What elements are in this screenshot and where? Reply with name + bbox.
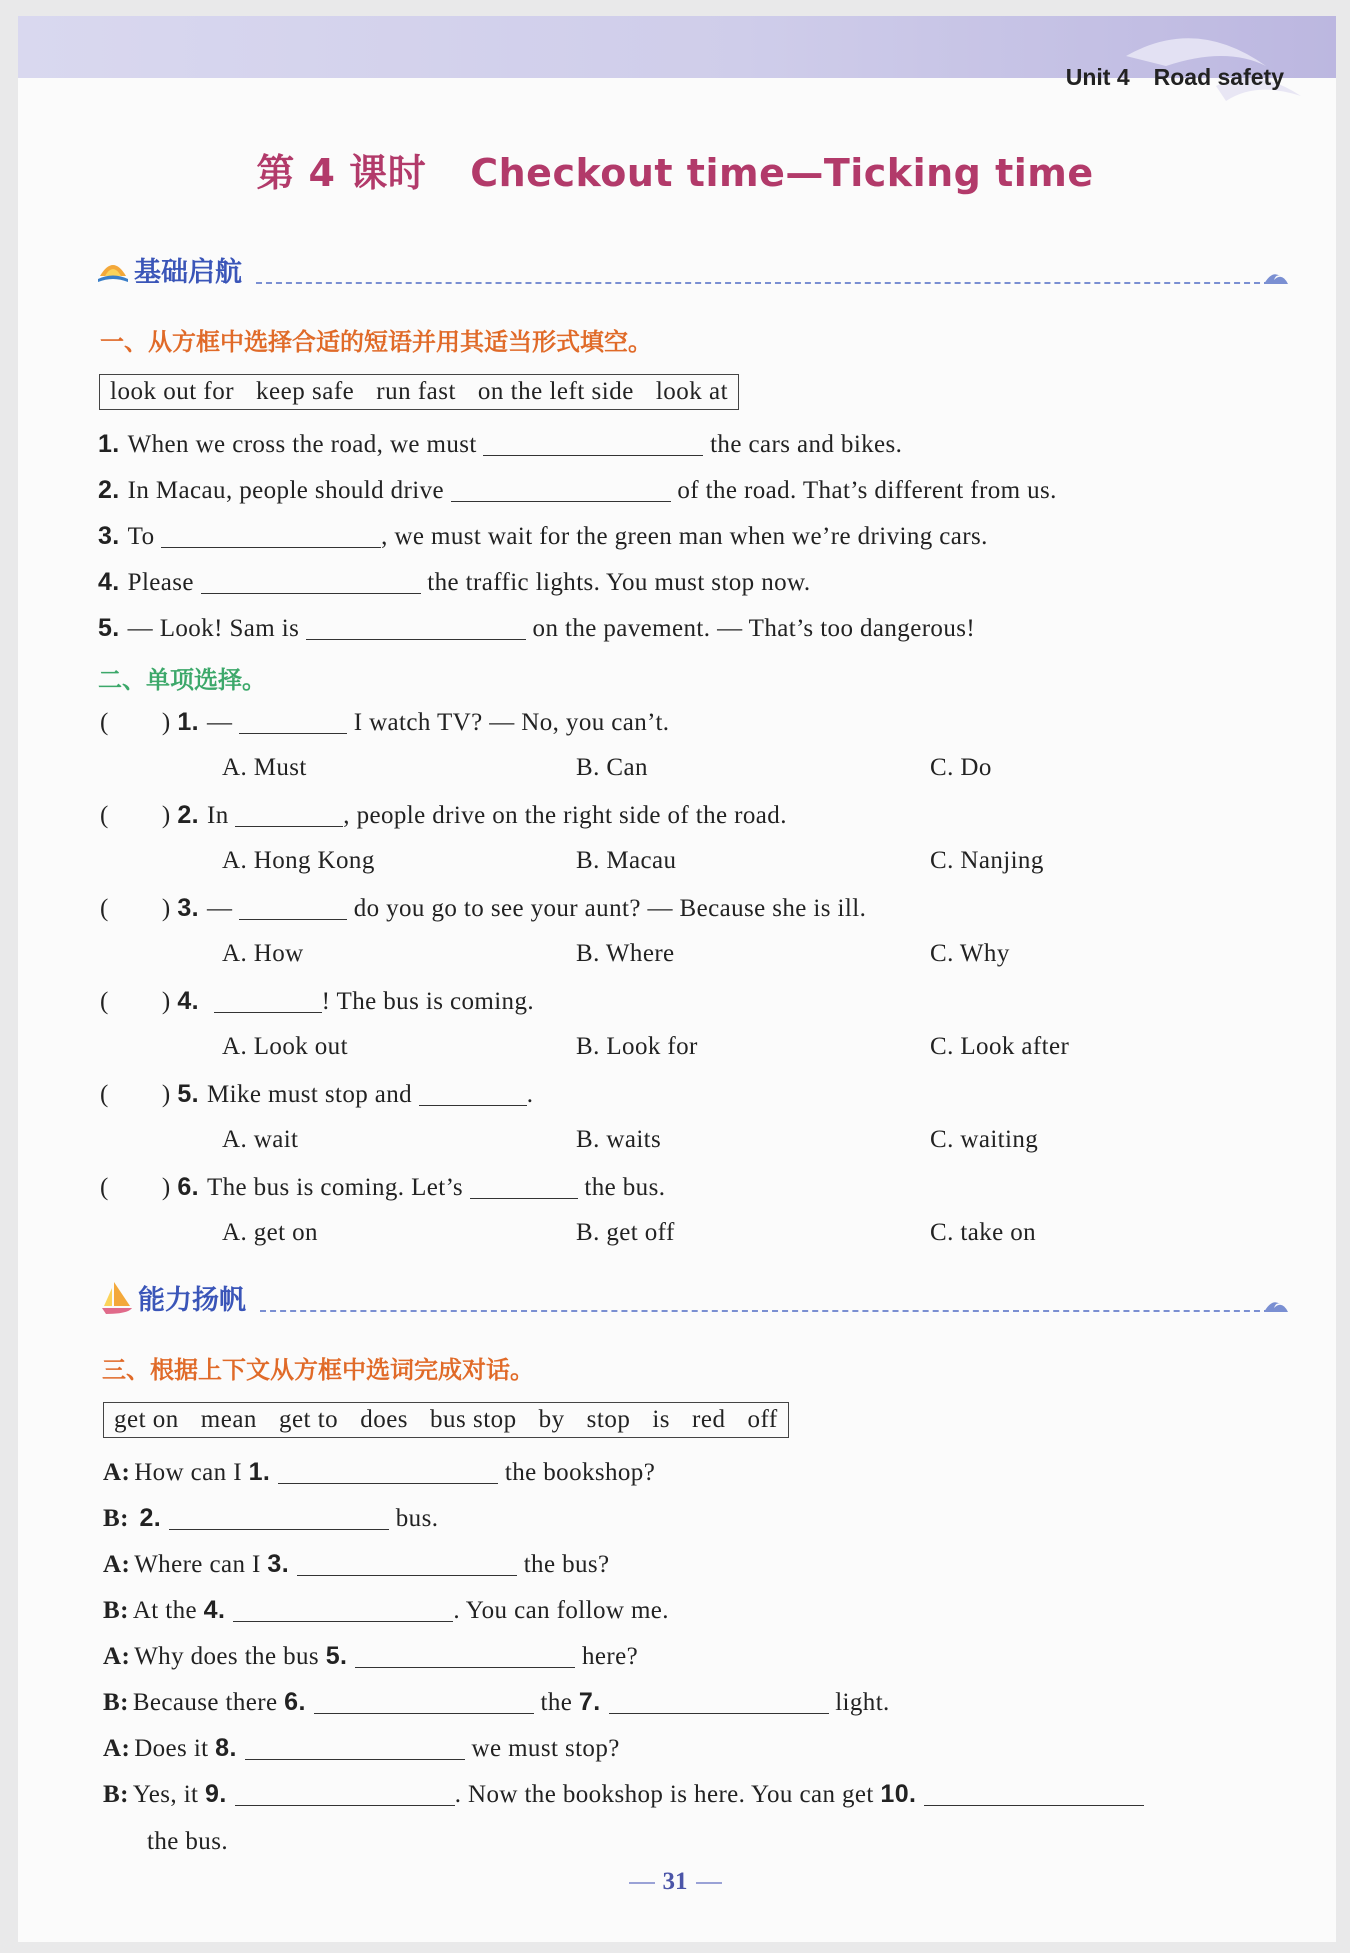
line-text: Where can I — [134, 1551, 261, 1578]
answer-blank[interactable] — [235, 1781, 455, 1806]
blank-number: 6. — [284, 1688, 306, 1716]
option-a: A. get on — [222, 1219, 318, 1246]
line-text: the bus? — [523, 1551, 610, 1578]
answer-blank[interactable] — [483, 431, 703, 456]
dialogue-line-2 — [103, 1504, 438, 1533]
speaker-label: A: — [103, 1735, 131, 1762]
answer-blank[interactable] — [161, 523, 381, 548]
fill-item-1 — [98, 430, 902, 459]
line-text: Because there — [132, 1689, 278, 1716]
word-option: stop — [586, 1406, 631, 1433]
item-text: I watch TV? — No, you can’t. — [353, 709, 670, 736]
answer-paren[interactable]: ( ) — [100, 1081, 171, 1108]
wave-icon — [1262, 268, 1290, 288]
speaker-label: A: — [103, 1459, 131, 1486]
lesson-number: 第 4 课时 — [256, 151, 427, 195]
option-a: A. Look out — [222, 1033, 348, 1060]
blank-number: 8. — [215, 1734, 237, 1762]
fill-item-2 — [98, 476, 1057, 505]
word-option: off — [747, 1406, 778, 1433]
dialogue-line-8 — [103, 1780, 1144, 1809]
dialogue-line-5 — [103, 1642, 638, 1671]
line-text: Yes, it — [132, 1781, 199, 1808]
part1-heading: 一、从方框中选择合适的短语并用其适当形式填空。 — [100, 328, 652, 356]
unit-header — [1066, 64, 1284, 91]
line-text: How can I — [134, 1459, 242, 1486]
word-option: look at — [655, 378, 729, 405]
option-b: B. Where — [576, 940, 675, 967]
answer-blank[interactable] — [245, 1735, 465, 1760]
option-a: A. How — [222, 940, 304, 967]
item-text: — — [206, 709, 233, 736]
line-text: bus. — [395, 1505, 439, 1532]
line-text: . You can follow me. — [453, 1597, 669, 1624]
word-option: run fast — [376, 378, 456, 405]
item-number: 5. — [177, 1080, 199, 1108]
item-text: the traffic lights. You must stop now. — [427, 569, 811, 596]
section-heading-basic — [96, 250, 1284, 290]
item-number: 4. — [177, 987, 199, 1015]
answer-blank[interactable] — [355, 1643, 575, 1668]
speaker-label: A: — [103, 1643, 131, 1670]
dialogue-line-7 — [103, 1734, 620, 1763]
answer-blank[interactable] — [314, 1689, 534, 1714]
option-c: C. waiting — [930, 1126, 1039, 1153]
line-text: the — [540, 1689, 573, 1716]
dialogue-line-4 — [103, 1596, 669, 1625]
blank-number: 1. — [248, 1458, 271, 1486]
mcq-item-4 — [100, 987, 534, 1016]
word-option: look out for — [110, 378, 235, 405]
item-text: the cars and bikes. — [710, 431, 903, 458]
speaker-label: B: — [103, 1597, 129, 1624]
answer-blank — [470, 1174, 578, 1199]
word-box-1 — [99, 374, 739, 410]
word-option: get on — [114, 1406, 179, 1433]
line-text: . Now the bookshop is here. You can get — [454, 1781, 874, 1808]
word-option: keep safe — [256, 378, 355, 405]
lesson-name: Checkout time—Ticking time — [470, 151, 1094, 195]
line-text: light. — [835, 1689, 890, 1716]
word-option: by — [538, 1406, 565, 1433]
item-number: 1. — [177, 708, 199, 736]
item-number: 3. — [98, 522, 120, 550]
answer-blank[interactable] — [306, 615, 526, 640]
answer-paren[interactable]: ( ) — [100, 895, 171, 922]
speaker-label: B: — [103, 1689, 129, 1716]
mcq-item-2 — [100, 801, 787, 830]
part3-heading: 三、根据上下文从方框中选词完成对话。 — [102, 1356, 534, 1384]
item-text: the bus. — [584, 1174, 666, 1201]
item-text: Mike must stop and — [206, 1081, 413, 1108]
page-number — [0, 1868, 1350, 1896]
option-b: B. Macau — [576, 847, 677, 874]
answer-blank — [239, 895, 347, 920]
line-text: At the — [132, 1597, 198, 1624]
word-option: bus stop — [430, 1406, 517, 1433]
line-text: we must stop? — [471, 1735, 620, 1762]
page-number-dash — [696, 1882, 722, 1884]
item-text: , we must wait for the green man when we’re driving cars. — [381, 523, 988, 550]
dialogue-line-3 — [103, 1550, 610, 1579]
item-text: . — [526, 1081, 534, 1108]
mcq-item-3 — [100, 894, 866, 923]
answer-blank[interactable] — [609, 1689, 829, 1714]
blank-number: 5. — [325, 1642, 348, 1670]
option-b: B. Look for — [576, 1033, 698, 1060]
item-text: Please — [127, 569, 194, 596]
speaker-label: A: — [103, 1551, 131, 1578]
item-text: of the road. That’s different from us. — [677, 477, 1057, 504]
section-divider — [260, 1310, 1270, 1312]
word-option: red — [692, 1406, 726, 1433]
lesson-title — [0, 142, 1350, 197]
answer-paren[interactable]: ( ) — [100, 802, 171, 829]
blank-number: 4. — [203, 1596, 226, 1624]
item-text: In — [206, 802, 229, 829]
mcq-item-6 — [100, 1173, 665, 1202]
option-a: A. wait — [222, 1126, 299, 1153]
fill-item-4 — [98, 568, 811, 597]
option-b: B. Can — [576, 754, 648, 781]
word-box-3 — [103, 1402, 789, 1438]
page-number-dash — [629, 1882, 655, 1884]
answer-blank[interactable] — [169, 1505, 389, 1530]
option-a: A. Must — [222, 754, 307, 781]
option-c: C. Nanjing — [930, 847, 1044, 874]
item-text: To — [127, 523, 155, 550]
option-c: C. Why — [930, 940, 1010, 967]
blank-number: 3. — [267, 1550, 290, 1578]
answer-paren[interactable]: ( ) — [100, 1174, 171, 1201]
answer-blank[interactable] — [278, 1459, 498, 1484]
unit-topic: Road safety — [1153, 64, 1284, 90]
answer-blank — [239, 709, 347, 734]
section-divider — [256, 282, 1270, 284]
item-number: 2. — [98, 476, 120, 504]
item-text: The bus is coming. Let’s — [206, 1174, 464, 1201]
blank-number: 7. — [578, 1688, 601, 1716]
line-text: Does it — [134, 1735, 209, 1762]
word-option: on the left side — [477, 378, 634, 405]
page-number-value: 31 — [662, 1868, 688, 1895]
sailboat-icon — [100, 1280, 134, 1314]
answer-blank — [235, 802, 343, 827]
dialogue-line-6 — [103, 1688, 890, 1717]
section-heading-label: 能力扬帆 — [138, 1285, 246, 1316]
dialogue-line-1 — [103, 1458, 655, 1487]
item-number: 5. — [98, 614, 120, 642]
item-number: 3. — [177, 894, 199, 922]
option-c: C. take on — [930, 1219, 1037, 1246]
fill-item-5 — [98, 614, 975, 643]
item-number: 6. — [177, 1173, 199, 1201]
dialogue-continuation: the bus. — [147, 1828, 228, 1855]
blank-number: 10. — [880, 1780, 917, 1808]
item-text: In Macau, people should drive — [127, 477, 445, 504]
line-text: the bookshop? — [504, 1459, 656, 1486]
answer-blank — [214, 988, 322, 1013]
mcq-item-1 — [100, 708, 669, 737]
answer-blank — [419, 1081, 527, 1106]
item-number: 4. — [98, 568, 120, 596]
word-option: get to — [278, 1406, 339, 1433]
fill-item-3 — [98, 522, 988, 551]
answer-blank[interactable] — [924, 1781, 1144, 1806]
section-heading-label: 基础启航 — [134, 257, 242, 288]
item-text: on the pavement. — That’s too dangerous! — [532, 615, 976, 642]
item-text: , people drive on the right side of the road. — [343, 802, 787, 829]
answer-blank[interactable] — [233, 1597, 453, 1622]
speaker-label: B: — [103, 1781, 129, 1808]
item-text: — — [206, 895, 233, 922]
answer-blank[interactable] — [297, 1551, 517, 1576]
answer-blank[interactable] — [451, 477, 671, 502]
line-text: Why does the bus — [134, 1643, 320, 1670]
item-text: When we cross the road, we must — [127, 431, 477, 458]
item-text: ! The bus is coming. — [321, 988, 535, 1015]
blank-number: 9. — [205, 1780, 227, 1808]
word-option: does — [360, 1406, 409, 1433]
wave-icon — [1262, 1296, 1290, 1316]
item-text: — Look! Sam is — [127, 615, 300, 642]
option-b: B. waits — [576, 1126, 662, 1153]
sunrise-icon — [96, 252, 130, 286]
item-number: 1. — [98, 430, 120, 458]
word-option: is — [652, 1406, 671, 1433]
answer-paren[interactable]: ( ) — [100, 709, 171, 736]
option-a: A. Hong Kong — [222, 847, 375, 874]
word-option: mean — [200, 1406, 257, 1433]
option-b: B. get off — [576, 1219, 675, 1246]
item-number: 2. — [177, 801, 199, 829]
speaker-label: B: — [103, 1505, 129, 1532]
unit-label: Unit 4 — [1065, 64, 1130, 90]
answer-paren[interactable]: ( ) — [100, 988, 171, 1015]
part2-heading: 二、单项选择。 — [98, 666, 266, 694]
option-c: C. Look after — [930, 1033, 1070, 1060]
mcq-item-5 — [100, 1080, 533, 1109]
section-heading-ability — [100, 1278, 1284, 1318]
option-c: C. Do — [930, 754, 992, 781]
blank-number: 2. — [139, 1504, 162, 1532]
line-text: here? — [582, 1643, 639, 1670]
answer-blank[interactable] — [201, 569, 421, 594]
item-text: do you go to see your aunt? — Because she is ill. — [353, 895, 867, 922]
